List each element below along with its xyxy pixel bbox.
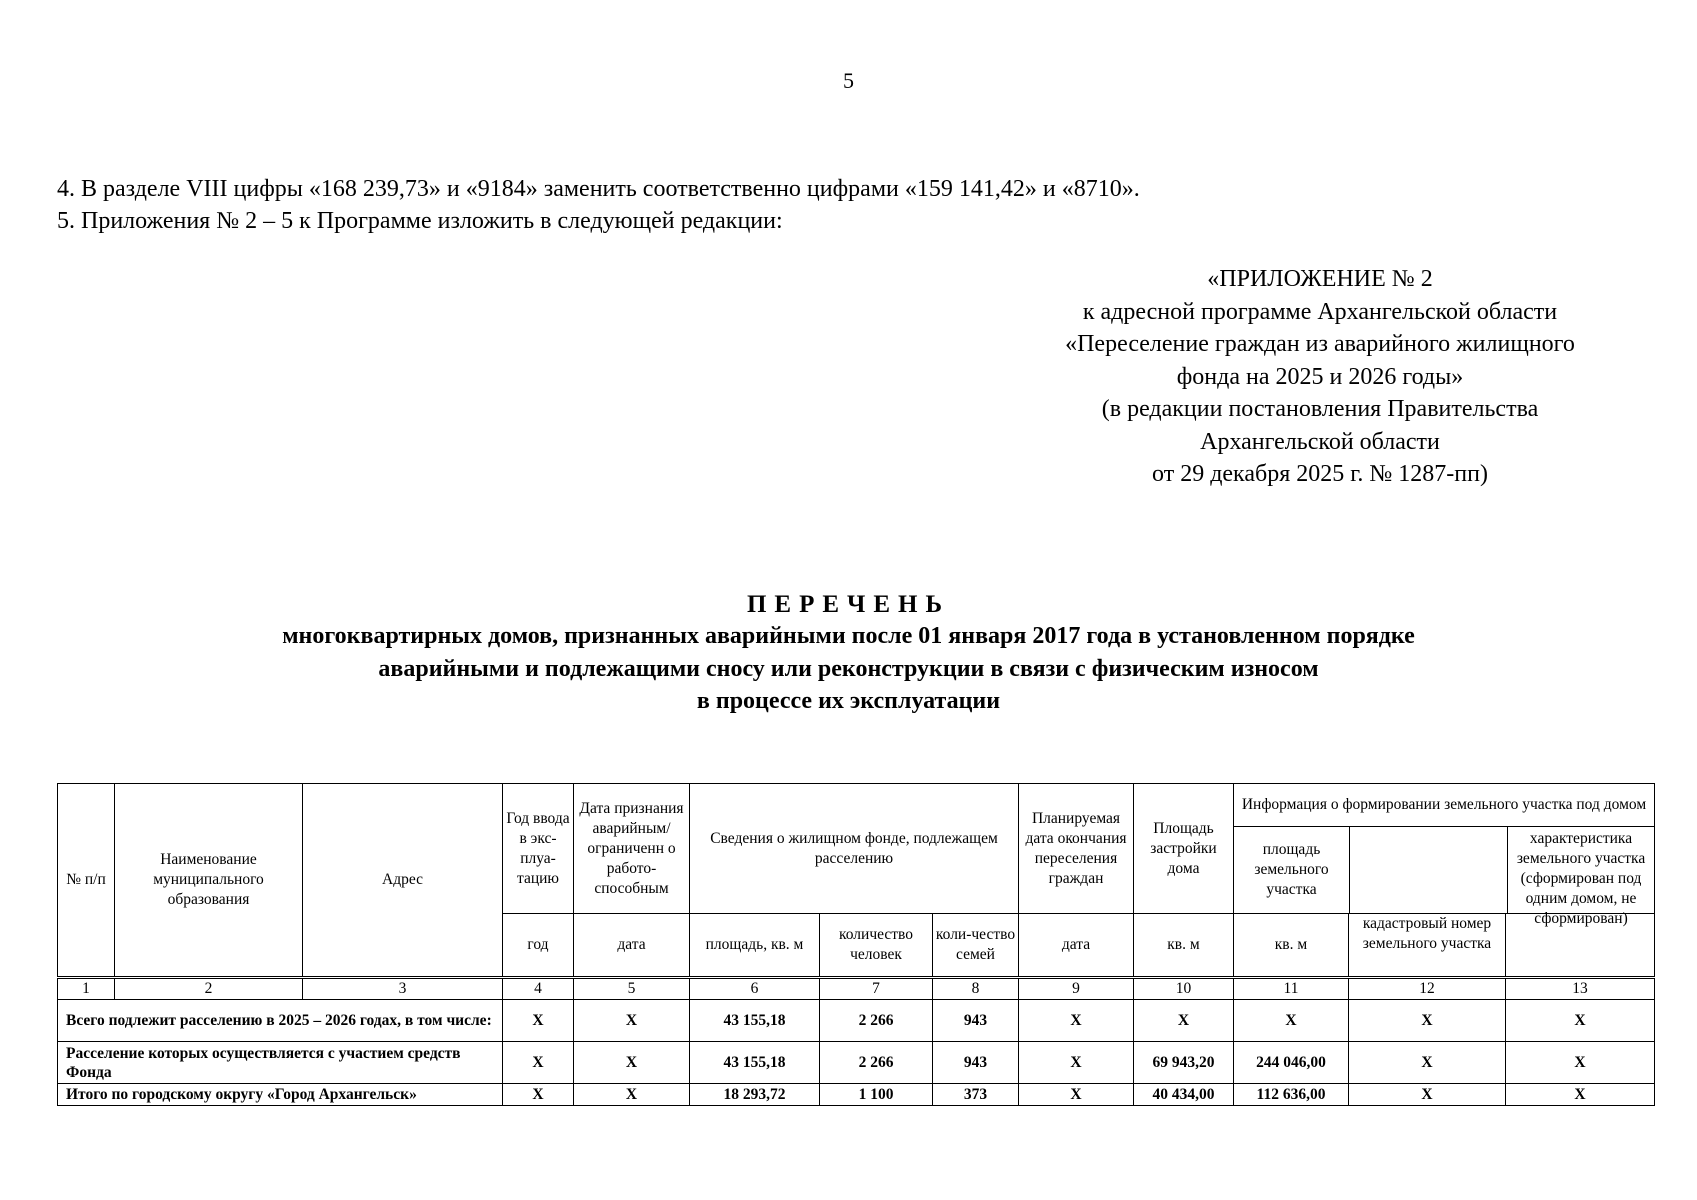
table-cell: 43 155,18 bbox=[690, 1042, 820, 1084]
table-cell: X bbox=[1234, 1000, 1349, 1042]
table-cell: 244 046,00 bbox=[1234, 1042, 1349, 1084]
subheader-area: площадь, кв. м bbox=[690, 914, 820, 978]
table-cell: 2 266 bbox=[820, 1000, 933, 1042]
title-line: многоквартирных домов, признанных аварийными после 01 января 2017 года в установленном порядке bbox=[282, 623, 1415, 649]
col-number: 8 bbox=[933, 978, 1019, 1000]
col-number: 12 bbox=[1349, 978, 1506, 1000]
col-number: 6 bbox=[690, 978, 820, 1000]
subheader-building: кв. м bbox=[1134, 914, 1234, 978]
table-cell: X bbox=[574, 1000, 690, 1042]
col-number: 1 bbox=[58, 978, 115, 1000]
subheader-planned: дата bbox=[1019, 914, 1134, 978]
table-cell: 943 bbox=[933, 1042, 1019, 1084]
col-number: 7 bbox=[820, 978, 933, 1000]
table-cell: X bbox=[503, 1084, 574, 1106]
header-municipality: Наименование муниципального образования bbox=[115, 784, 303, 978]
subheader-date: дата bbox=[574, 914, 690, 978]
table-cell: 43 155,18 bbox=[690, 1000, 820, 1042]
col-number: 2 bbox=[115, 978, 303, 1000]
header-address: Адрес bbox=[303, 784, 503, 978]
table-cell: X bbox=[1506, 1084, 1655, 1106]
header-housing-info: Сведения о жилищном фонде, подлежащем расселению bbox=[690, 784, 1019, 914]
appendix-line: от 29 декабря 2025 г. № 1287-пп) bbox=[1152, 461, 1488, 487]
row-label: Итого по городскому округу «Город Архангельск» bbox=[58, 1084, 503, 1106]
table-cell: X bbox=[1349, 1000, 1506, 1042]
appendix-line: к адресной программе Архангельской области bbox=[1082, 298, 1558, 325]
title-line: аварийными и подлежащими сносу или реконструкции в связи с физическим износом bbox=[378, 655, 1319, 682]
col-number: 13 bbox=[1506, 978, 1655, 1000]
title-line: в процессе их эксплуатации bbox=[696, 688, 1001, 714]
subheader-families: коли-чество семей bbox=[933, 914, 1019, 978]
header-planned-date: Планируемая дата окончания переселения граждан bbox=[1019, 784, 1134, 914]
col-number: 9 bbox=[1019, 978, 1134, 1000]
table-cell: X bbox=[1506, 1000, 1655, 1042]
table-cell: X bbox=[574, 1084, 690, 1106]
table-cell: 1 100 bbox=[820, 1084, 933, 1106]
table-cell: X bbox=[503, 1000, 574, 1042]
page-number: 5 bbox=[843, 68, 854, 93]
header-cadastral: кадастровый номер земельного участка bbox=[1349, 914, 1506, 978]
appendix-line: (в редакции постановления Правительства bbox=[1101, 396, 1539, 422]
appendix-line: «Переселение граждан из аварийного жилищного bbox=[1065, 331, 1575, 357]
table-row bbox=[58, 1084, 1655, 1106]
header-date-recognized: Дата признания аварийным/ ограниченн о работо-способным bbox=[574, 784, 690, 914]
header-land-group bbox=[1234, 784, 1655, 927]
table-cell: 112 636,00 bbox=[1234, 1084, 1349, 1106]
title-subtitle bbox=[0, 620, 1697, 718]
header-year: Год ввода в экс-плуа-тацию bbox=[503, 784, 574, 914]
table-cell: X bbox=[1019, 1042, 1134, 1084]
header-land-area: площадь земельного участка bbox=[1234, 827, 1350, 913]
col-number: 5 bbox=[574, 978, 690, 1000]
table-cell: 2 266 bbox=[820, 1042, 933, 1084]
table-cell: X bbox=[574, 1042, 690, 1084]
header-cadastral-spacer bbox=[1350, 827, 1508, 913]
paragraph-4: 4. В разделе VIII цифры «168 239,73» и «9184» заменить соответственно цифрами «159 141,42» и «8710». bbox=[57, 176, 1140, 202]
document-title bbox=[0, 590, 1697, 718]
table-row bbox=[58, 1000, 1655, 1042]
column-number-row bbox=[58, 978, 1655, 1000]
table-cell: 40 434,00 bbox=[1134, 1084, 1234, 1106]
header-num: № п/п bbox=[58, 784, 115, 978]
row-label: Всего подлежит расселению в 2025 – 2026 годах, в том числе: bbox=[58, 1000, 503, 1042]
subheader-people: количество человек bbox=[820, 914, 933, 978]
appendix-line: «ПРИЛОЖЕНИЕ № 2 bbox=[1207, 266, 1433, 292]
table-cell: 373 bbox=[933, 1084, 1019, 1106]
row-label: Расселение которых осуществляется с участием средств Фонда bbox=[58, 1042, 503, 1084]
subheader-land: кв. м bbox=[1234, 914, 1349, 978]
table-cell: X bbox=[1134, 1000, 1234, 1042]
table-row bbox=[58, 1042, 1655, 1084]
header-land-char: характеристика земельного участка (сформирован под одним домом, не сформирован) bbox=[1516, 830, 1646, 927]
header-land-info: Информация о формировании земельного участка под домом bbox=[1234, 784, 1654, 827]
table-cell: 943 bbox=[933, 1000, 1019, 1042]
table-cell: X bbox=[503, 1042, 574, 1084]
header-building-area: Площадь застройки дома bbox=[1134, 784, 1234, 914]
appendix-line: фонда на 2025 и 2026 годы» bbox=[1176, 363, 1464, 390]
table-cell: X bbox=[1349, 1042, 1506, 1084]
col-number: 10 bbox=[1134, 978, 1234, 1000]
appendix-line: Архангельской области bbox=[1200, 428, 1440, 455]
subheader-year: год bbox=[503, 914, 574, 978]
houses-table bbox=[57, 783, 1655, 1106]
table-cell: X bbox=[1019, 1000, 1134, 1042]
table-cell: 69 943,20 bbox=[1134, 1042, 1234, 1084]
col-number: 11 bbox=[1234, 978, 1349, 1000]
paragraph-5: 5. Приложения № 2 – 5 к Программе изложить в следующей редакции: bbox=[57, 208, 783, 234]
appendix-header bbox=[1000, 263, 1640, 491]
table-cell: X bbox=[1506, 1042, 1655, 1084]
title-main: ПЕРЕЧЕНЬ bbox=[746, 591, 951, 618]
table-cell: 18 293,72 bbox=[690, 1084, 820, 1106]
col-number: 4 bbox=[503, 978, 574, 1000]
col-number: 3 bbox=[303, 978, 503, 1000]
table-cell: X bbox=[1019, 1084, 1134, 1106]
table-cell: X bbox=[1349, 1084, 1506, 1106]
